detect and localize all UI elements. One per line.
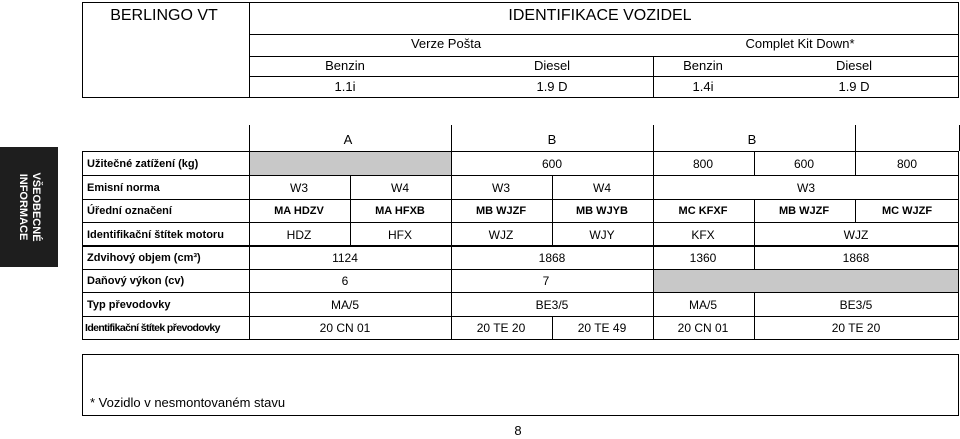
official-cell: MC KFXF: [678, 205, 728, 217]
payload-cell: 600: [541, 157, 563, 171]
model-title: BERLINGO VT: [110, 7, 218, 24]
shaded-cell: [250, 152, 451, 175]
gearbox-plate-cell: 20 TE 20: [476, 321, 526, 335]
gearbox-plate-cell: 20 CN 01: [677, 321, 729, 335]
displacement-cell: 1868: [842, 251, 870, 265]
engine-plate-cell: WJZ: [488, 228, 514, 242]
fiscal-power-cell: 6: [341, 274, 349, 288]
gearbox-type-cell: MA/5: [688, 298, 718, 312]
row-label-engine-plate: Identifikační štítek motoru: [87, 229, 224, 241]
page-title: IDENTIFIKACE VOZIDEL: [508, 7, 692, 24]
fuel-label: Diesel: [533, 58, 571, 73]
official-cell: MB WJZF: [475, 205, 527, 217]
displacement-cell: 1124: [332, 251, 358, 265]
payload-cell: 800: [896, 157, 918, 171]
row-label-payload: Užitečné zatížení (kg): [87, 158, 199, 170]
engine-plate-cell: WJY: [589, 228, 615, 242]
payload-cell: 800: [692, 157, 714, 171]
payload-cell: 600: [793, 157, 815, 171]
official-cell: MC WJZF: [881, 205, 933, 217]
group-left-label: Verze Pošta: [410, 36, 482, 51]
engine-label: 1.4i: [692, 79, 714, 94]
gearbox-plate-cell: 20 CN 01: [319, 321, 371, 335]
engine-plate-cell: HFX: [388, 228, 412, 242]
gearbox-plate-cell: 20 TE 20: [831, 321, 881, 335]
engine-plate-cell: WJZ: [843, 228, 869, 242]
gearbox-type-cell: MA/5: [330, 298, 360, 312]
shaded-cell: [654, 270, 958, 292]
row-label-gearbox-type: Typ převodovky: [87, 299, 171, 311]
gearbox-plate-cell: 20 TE 49: [577, 321, 627, 335]
displacement-cell: 1868: [538, 251, 566, 265]
emission-cell: W3: [290, 181, 308, 195]
group-b-label: B: [547, 132, 557, 147]
engine-label: 1.9 D: [838, 79, 870, 94]
footnote-text: * Vozidlo v nesmontovaném stavu: [90, 395, 286, 410]
group-a-label: A: [343, 132, 353, 147]
row-label-official: Úřední označení: [87, 205, 172, 217]
official-cell: MB WJZF: [778, 205, 830, 217]
engine-label: 1.1i: [334, 79, 356, 94]
emission-cell: W3: [492, 181, 510, 195]
fiscal-power-cell: 7: [542, 274, 550, 288]
fuel-label: Benzin: [325, 58, 365, 73]
engine-label: 1.9 D: [536, 79, 568, 94]
sidebar-tab-label: VŠEOBECNÉ INFORMACE: [17, 172, 42, 242]
gearbox-type-cell: BE3/5: [839, 298, 873, 312]
official-cell: MA HDZV: [274, 205, 324, 217]
emission-cell: W3: [797, 181, 815, 195]
emission-cell: W4: [593, 181, 611, 195]
fuel-label: Diesel: [835, 58, 873, 73]
page-number: 8: [514, 423, 522, 438]
group-right-label: Complet Kit Down*: [745, 36, 855, 51]
engine-plate-cell: KFX: [691, 228, 715, 242]
engine-plate-cell: HDZ: [286, 228, 312, 242]
official-cell: MA HFXB: [375, 205, 425, 217]
group-b-label: B: [747, 132, 757, 147]
fuel-label: Benzin: [683, 58, 723, 73]
row-label-fiscal-power: Daňový výkon (cv): [87, 275, 185, 287]
emission-cell: W4: [391, 181, 409, 195]
row-label-gearbox-plate: Identifikační štítek převodovky: [85, 322, 220, 334]
row-label-displacement: Zdvihový objem (cm³): [87, 252, 201, 264]
row-label-emission: Emisní norma: [87, 182, 160, 194]
official-cell: MB WJYB: [576, 205, 628, 217]
displacement-cell: 1360: [689, 251, 717, 265]
gearbox-type-cell: BE3/5: [535, 298, 569, 312]
